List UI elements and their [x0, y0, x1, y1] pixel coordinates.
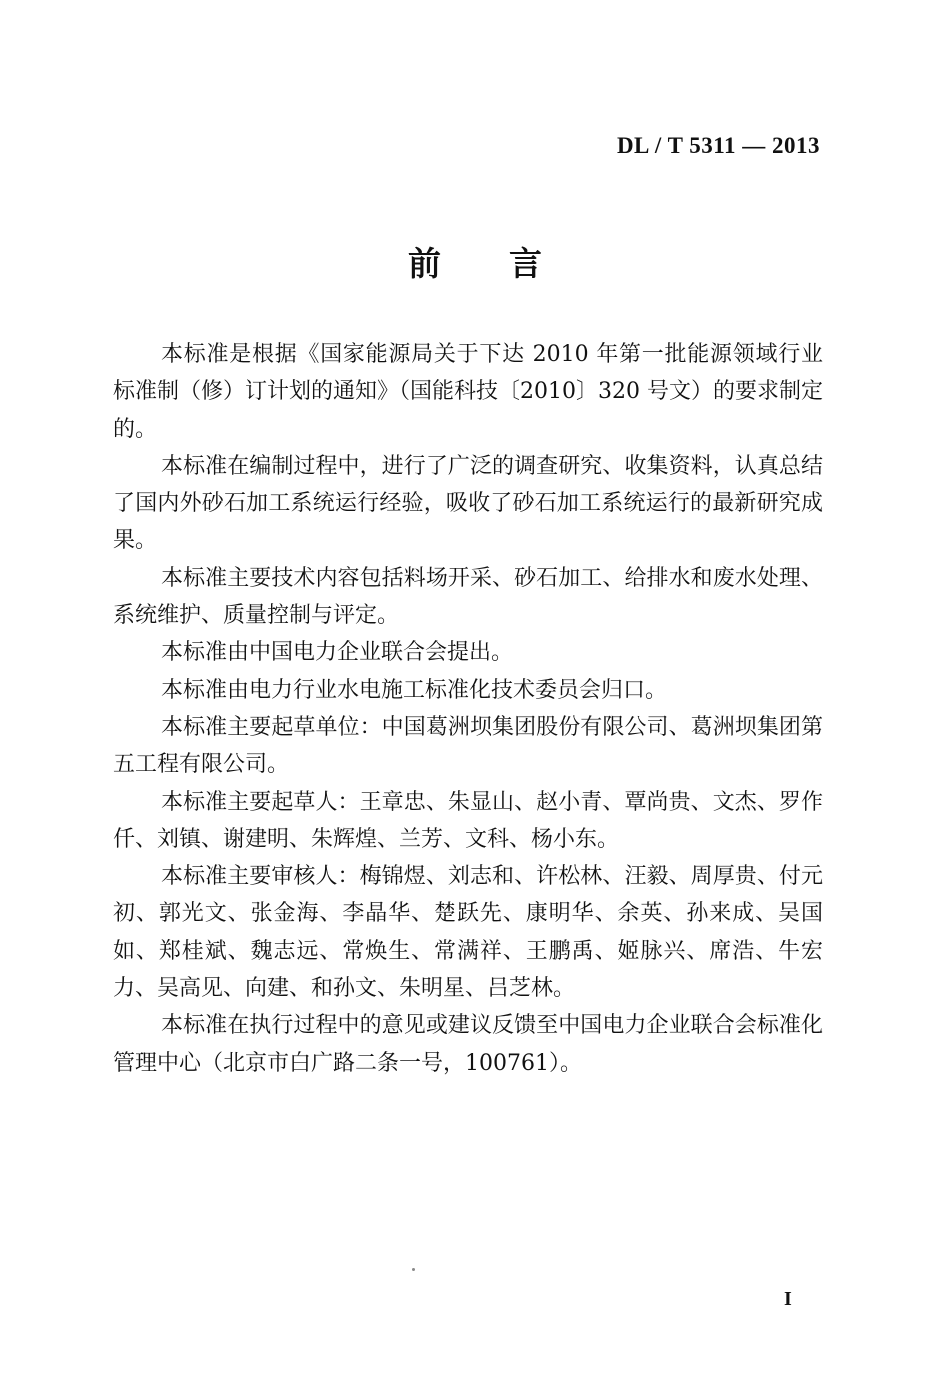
paragraph-reviewers: 本标准主要审核人：梅锦煜、刘志和、许松林、汪毅、周厚贵、付元初、郭光文、张金海、李晶华、楚跃先、康明华、余英、孙来成、吴国如、郑桂斌、魏志远、常焕生、常满祥、王鹏禹、姬脉兴、席浩、牛宏力、吴高见、向建、和孙文、朱明星、吕芝林。	[113, 864, 823, 1002]
paragraph-feedback: 本标准在执行过程中的意见或建议反馈至中国电力企业联合会标准化管理中心（北京市白广路二条一号，100761）。	[113, 1013, 823, 1076]
paragraph-proposer: 本标准由中国电力企业联合会提出。	[161, 640, 514, 666]
paragraph-basis: 本标准是根据《国家能源局关于下达 2010 年第一批能源领域行业标准制（修）订计划的通知》（国能科技〔2010〕320 号文）的要求制定的。	[113, 342, 823, 442]
paragraph-research: 本标准在编制过程中，进行了广泛的调查研究、收集资料，认真总结了国内外砂石加工系统运行经验，吸收了砂石加工系统运行的最新研究成果。	[113, 453, 823, 554]
preface-body	[113, 336, 823, 1082]
page-title: 前言	[408, 244, 610, 283]
standard-code: DL / T 5311 — 2013	[616, 133, 820, 158]
scan-speck	[412, 1268, 415, 1271]
paragraph-scope: 本标准主要技术内容包括料场开采、砂石加工、给排水和废水处理、系统维护、质量控制与评定。	[113, 565, 823, 629]
paragraph-drafting-units: 本标准主要起草单位：中国葛洲坝集团股份有限公司、葛洲坝集团第五工程有限公司。	[113, 714, 823, 778]
paragraph-drafters: 本标准主要起草人：王章忠、朱显山、赵小青、覃尚贵、文杰、罗作仟、刘镇、谢建明、朱辉煌、兰芳、文科、杨小东。	[113, 789, 823, 852]
paragraph-committee: 本标准由电力行业水电施工标准化技术委员会归口。	[161, 677, 668, 703]
page-number: I	[784, 1288, 792, 1310]
